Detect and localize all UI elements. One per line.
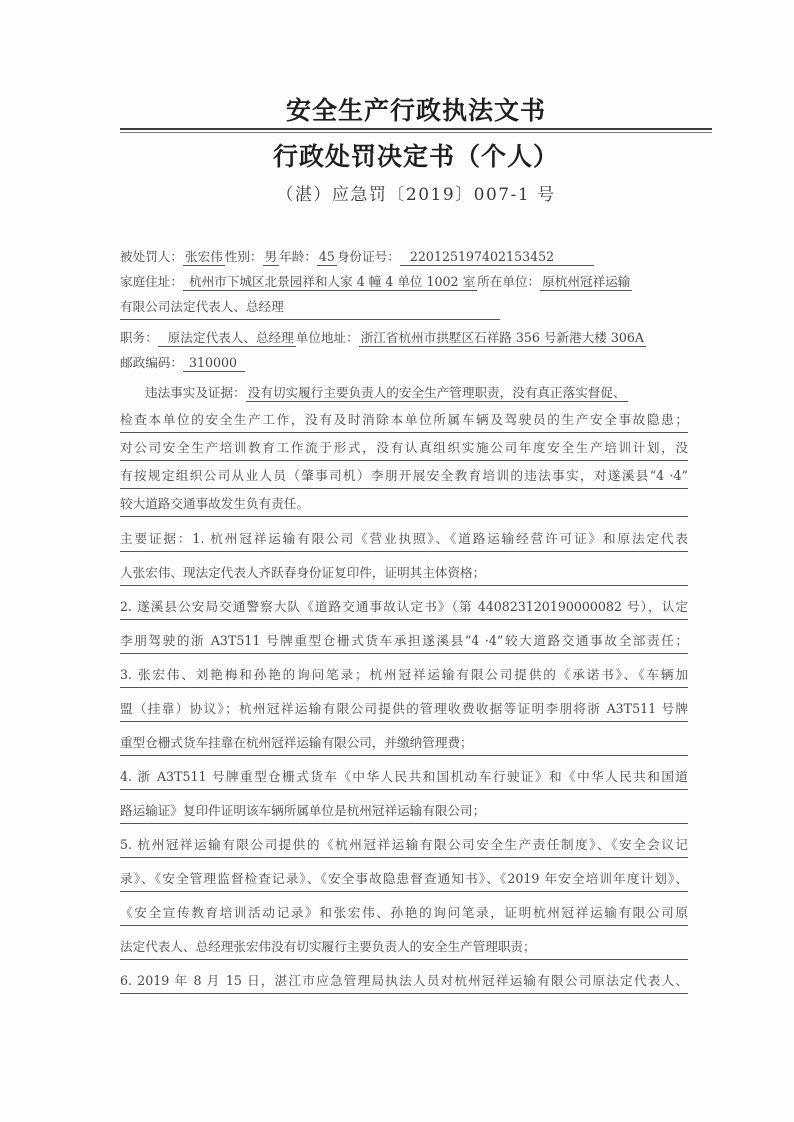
evidence-1-line-2: 人张宏伟、现法定代表人齐跃春身份证复印件，证明其主体资格； bbox=[120, 561, 688, 586]
title-rule bbox=[120, 128, 712, 130]
evidence-4-line-1: 4. 浙 A3T511 号牌重型仓栅式货车《中华人民共和国机动车行驶证》和《中华人民共和国道 bbox=[120, 765, 688, 790]
employer-value-line2: 有限公司法定代表人、总经理 bbox=[120, 294, 500, 320]
address-value: 杭州市下城区北景园祥和人家 4 幢 4 单位 1002 室 bbox=[183, 274, 477, 291]
id-label: 身份证号： bbox=[336, 249, 400, 264]
title-rule-thin bbox=[120, 132, 712, 133]
position-value: 原法定代表人、总经理 bbox=[158, 330, 296, 347]
name-label: 被处罚人： bbox=[120, 249, 183, 264]
employer-address-value: 浙江省杭州市拱墅区石祥路 356 号新港大楼 306A bbox=[360, 330, 644, 345]
series-title: 安全生产行政执法文书 bbox=[285, 96, 546, 125]
postcode-label: 邮政编码： bbox=[120, 355, 183, 370]
evidence-5-line-3: 《安全宣传教育培训活动记录》和张宏伟、孙艳的询问笔录，证明杭州冠祥运输有限公司原 bbox=[120, 901, 688, 926]
document-body bbox=[120, 244, 688, 1003]
gender-label: 性别： bbox=[224, 249, 263, 264]
party-line-4 bbox=[120, 325, 688, 350]
position-label: 职务： bbox=[120, 330, 158, 345]
party-line-3 bbox=[120, 294, 688, 319]
evidence-list bbox=[120, 527, 688, 994]
series-title-block bbox=[120, 96, 712, 126]
evidence-6-line-1: 6. 2019 年 8 月 15 日，湛江市应急管理局执法人员对杭州冠祥运输有限公司原法定代表人、 bbox=[120, 969, 688, 994]
evidence-2-line-1: 2. 遂溪县公安局交通警察大队《道路交通事故认定书》（第 440823120190000082 号），认定 bbox=[120, 595, 688, 620]
evidence-5-line-1: 5. 杭州冠祥运输有限公司提供的《杭州冠祥运输有限公司安全生产责任制度》、《安全会议记 bbox=[120, 833, 688, 858]
evidence-4-line-2: 路运输证》复印件证明该车辆所属单位是杭州冠祥运输有限公司； bbox=[120, 799, 688, 824]
employer-value-line1: 原杭州冠祥运输 bbox=[542, 274, 631, 289]
facts-text-1: 没有切实履行主要负责人的安全生产管理职责，没有真正落实督促、 bbox=[247, 385, 626, 400]
name-value: 张宏伟 bbox=[184, 249, 223, 264]
facts-label: 违法事实及证据： bbox=[145, 385, 246, 400]
gender-value: 男 bbox=[264, 249, 278, 264]
party-line-1 bbox=[120, 244, 688, 269]
facts-text-2: 检查本单位的安全生产工作，没有及时消除本单位所属车辆及驾驶员的生产安全事故隐患； bbox=[120, 408, 688, 433]
evidence-2-line-2: 李朋驾驶的浙 A3T511 号牌重型仓栅式货车承担遂溪县“4 ·4”较大道路交通事故全部责任； bbox=[120, 629, 688, 654]
facts-text-3: 对公司安全生产培训教育工作流于形式，没有认真组织实施公司年度安全生产培训计划，没 bbox=[120, 436, 688, 461]
address-label: 家庭住址： bbox=[120, 274, 183, 289]
facts-text-4: 有按规定组织公司从业人员（肇事司机）李朋开展安全教育培训的违法事实，对遂溪县“4 ·4” bbox=[120, 464, 688, 489]
postcode-value: 310000 bbox=[183, 355, 245, 372]
employer-address-label: 单位地址： bbox=[295, 330, 359, 345]
evidence-3-line-1: 3. 张宏伟、刘艳梅和孙艳的询问笔录；杭州冠祥运输有限公司提供的《承诺书》、《车辆加 bbox=[120, 663, 688, 688]
party-line-2 bbox=[120, 269, 688, 294]
violation-facts bbox=[120, 381, 688, 517]
age-value: 45 bbox=[318, 249, 335, 264]
party-line-5 bbox=[120, 350, 688, 375]
facts-line-1 bbox=[120, 381, 688, 405]
evidence-1-line-1: 主要证据：1. 杭州冠祥运输有限公司《营业执照》、《道路运输经营许可证》和原法定代表 bbox=[120, 527, 688, 552]
evidence-3-line-2: 盟（挂靠）协议》；杭州冠祥运输有限公司提供的管理收费收据等证明李朋将浙 A3T511 号牌 bbox=[120, 697, 688, 722]
evidence-5-line-2: 录》、《安全管理监督检查记录》、《安全事故隐患督查通知书》、《2019 年安全培训年度计划》、 bbox=[120, 867, 688, 892]
evidence-5-line-4: 法定代表人、总经理张宏伟没有切实履行主要负责人的安全生产管理职责； bbox=[120, 935, 688, 960]
id-value: 220125197402153452 bbox=[400, 249, 594, 266]
age-label: 年龄： bbox=[279, 249, 317, 264]
evidence-3-line-3: 重型仓栅式货车挂靠在杭州冠祥运输有限公司，并缴纳管理费； bbox=[120, 731, 688, 756]
document-number: （湛）应急罚〔2019〕007-1 号 bbox=[276, 185, 556, 205]
facts-text-5: 较大道路交通事故发生负有责任。 bbox=[120, 492, 688, 517]
employer-label: 所在单位： bbox=[477, 274, 541, 289]
document-title: 行政处罚决定书（个人） bbox=[272, 142, 559, 171]
